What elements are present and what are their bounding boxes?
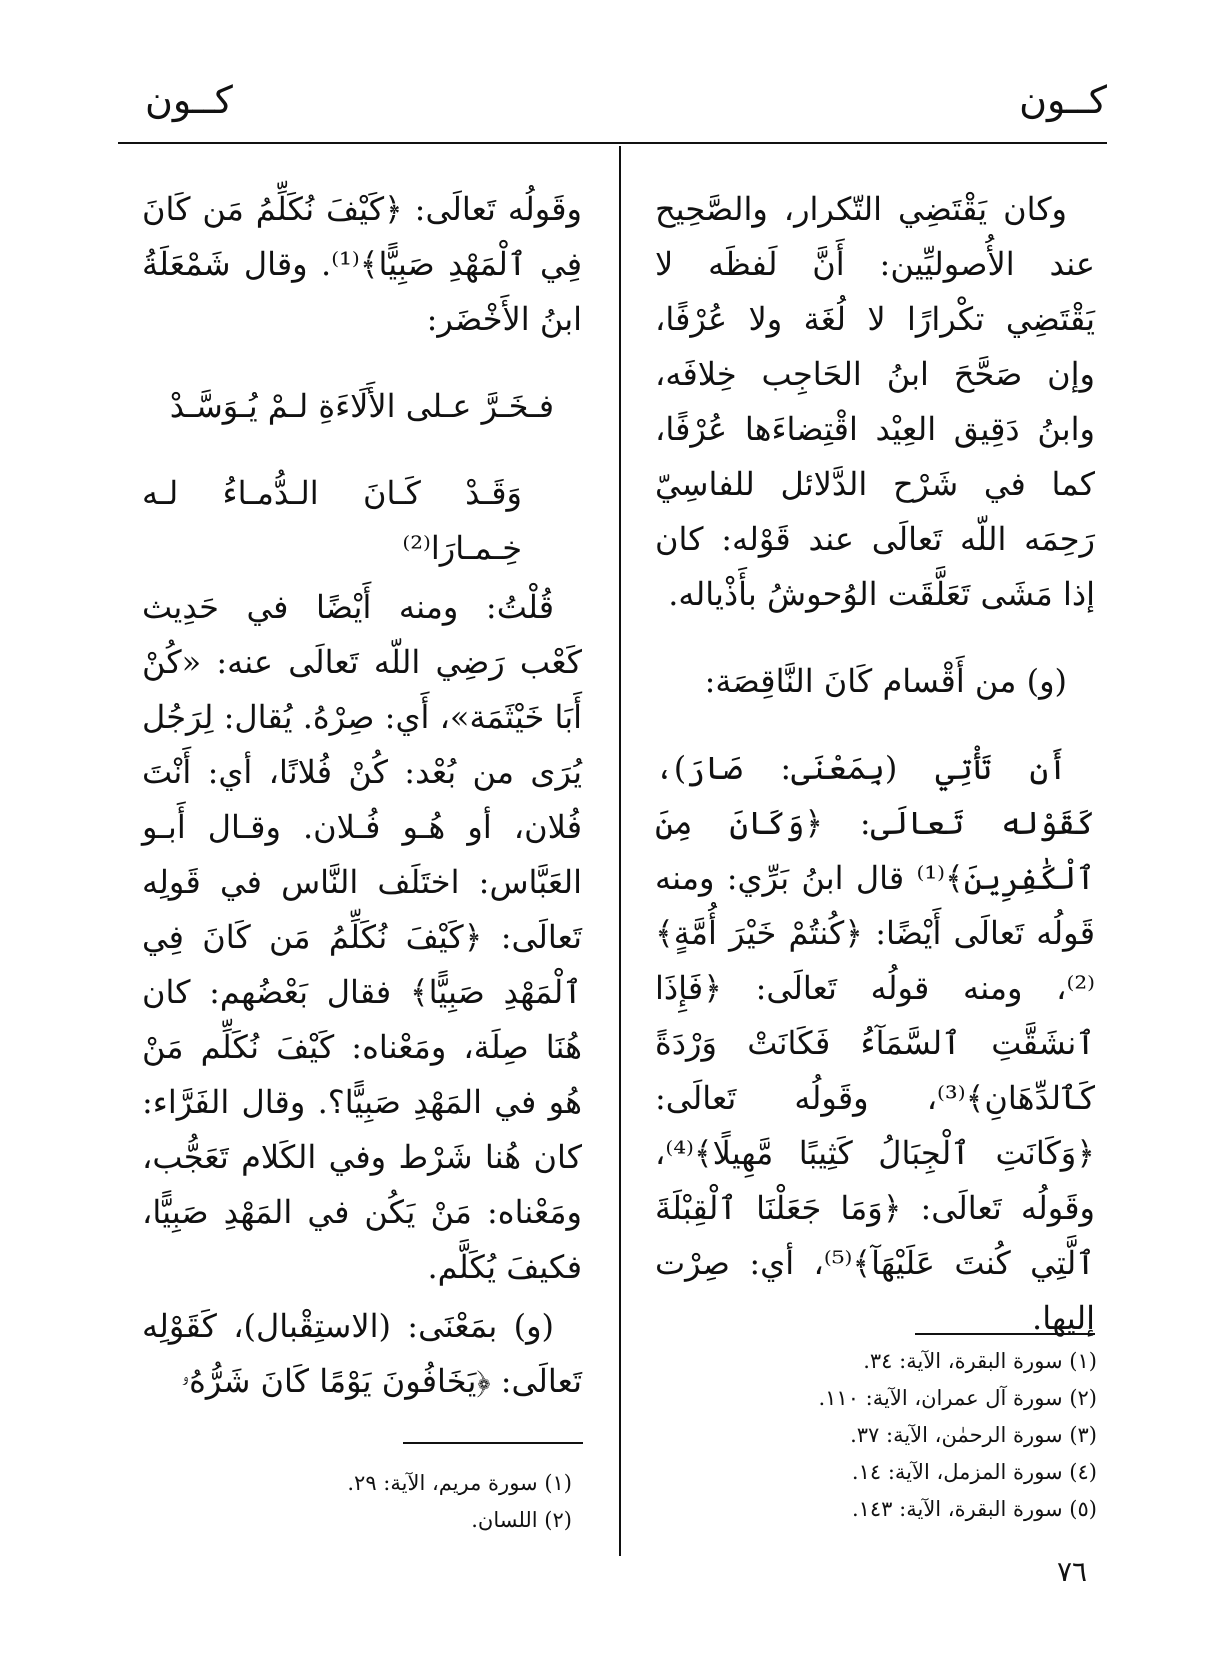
footnote: (٥) سورة البقرة، الآية: ١٤٣. [851,1497,1097,1521]
header-rule [118,142,1107,144]
footnotes-left [152,1465,572,1539]
poetry-verse-line-1: فـخَـرَّ عـلى الأَلَاءَةِ لـمْ يُـوَسَّـدْ [169,387,554,425]
footnote: (٤) سورة المزمل، الآية: ١٤. [851,1460,1097,1484]
column-divider [619,146,621,1556]
footnote: (١) سورة البقرة، الآية: ٣٤. [863,1349,1097,1373]
running-header-left: كــون [145,78,233,122]
footnote-rule-left [403,1442,583,1444]
footnote: (٣) سورة الرحمٰن، الآية: ٣٧. [850,1423,1097,1447]
left-paragraph-1: وقَولُه تَعالَى: ﴿كَيْفَ نُكَلِّمُ مَن كَانَ فِي ٱلْمَهْدِ صَبِيًّا﴾⁽¹⁾. وقال شَمْعَلَةُ ابنُ الأَخْضَر: [142,190,582,338]
running-header-right: كــون [1019,78,1107,122]
footnote: (١) سورة مريم، الآية: ٢٩. [347,1471,572,1495]
right-paragraph-3: أَن تَأْتِي (بِمَعْنَى: صَارَ)، كَقَوْله تَعالَى: ﴿وَكَانَ مِنَ ٱلْكَٰفِرِينَ﴾⁽¹⁾ قال ابنُ بَرِّي: ومنه قَولُه تَعالَى أَيْضًا: ﴿كُنتُمْ خَيْرَ أُمَّةٍ﴾⁽²⁾، ومنه قولُه تَعالَى: ﴿فَإِذَا ٱنشَقَّتِ ٱلسَّمَآءُ فَكَانَتْ وَرْدَةً كَٱلدِّهَانِ﴾⁽³⁾، وقَولُه تَعالَى: ﴿وَكَانَتِ ٱلْجِبَالُ كَثِيبًا مَّهِيلًا﴾⁽⁴⁾، وقَولُه تَعالَى: ﴿وَمَا جَعَلْنَا ٱلْقِبْلَةَ ٱلَّتِي كُنتَ عَلَيْهَآ﴾⁽⁵⁾، أي: صِرْت إليها. [655,749,1095,1337]
right-column [655,150,1095,1346]
footnotes-right [677,1343,1097,1528]
footnote: (٢) سورة آل عمران، الآية: ١١٠. [818,1386,1097,1410]
poetry-verse-line-2: وَقَـدْ كَـانَ الـدُّمـاءُ لـه خِـمـارَا⁽²⁾ [142,474,522,567]
right-paragraph-1: وكان يَقْتَضِي التّكرار، والصَّحِيح عند الأُصوليِّين: أَنَّ لَفظَه لا يَقْتَضِي تكْرارًا لا لُغَة ولا عُرْفًا، وإن صَحَّحَ ابنُ الحَاجِب خِلافَه، وابنُ دَقِيق العِيْد اقْتِضاءَها عُرْفًا، كما في شَرْح الدَّلائل للفاسِيّ رَحِمَه اللّه تَعالَى عند قَوْله: كان إذا مَشَى تَعَلَّقَت الوُحوشُ بأَذْياله. [655,190,1095,613]
footnote: (٢) اللسان. [471,1508,572,1532]
left-paragraph-2: قُلْتُ: ومنه أَيْضًا في حَدِيث كَعْب رَضِي اللّه تَعالَى عنه: «كُنْ أَبَا خَيْثَمَة»، أَي: صِرْهُ. يُقال: لِرَجُل يُرَى من بُعْد: كُنْ فُلانًا، أي: أَنْتَ فُلان، أو هُـو فُـلان. وقـال أَبـو العَبَّاس: اختَلَف النَّاس في قَولِه تَعالَى: ﴿كَيْفَ نُكَلِّمُ مَن كَانَ فِي ٱلْمَهْدِ صَبِيًّا﴾ فقال بَعْضُهم: كان هُنَا صِلَة، ومَعْناه: كَيْفَ نُكَلِّم مَنْ هُو في المَهْدِ صَبِيًّا؟. وقال الفَرَّاء: كان هُنا شَرْط وفي الكَلام تَعَجُّب، ومَعْناه: مَنْ يَكُن في المَهْدِ صَبِيًّا، فكيفَ يُكَلَّم. [142,588,582,1286]
left-column [142,150,582,1409]
page-number: ٧٦ [1057,1555,1088,1588]
right-paragraph-2: (و) من أَقْسام كَانَ النَّاقِصَة: [704,662,1067,700]
footnote-rule-right [915,1333,1095,1335]
left-paragraph-3: (و) بمَعْنَى: (الاستِقْبال)، كَقَوْلِه تَعالَى: ﴿يَخَافُونَ يَوْمًا كَانَ شَرُّهُۥ [142,1307,582,1400]
